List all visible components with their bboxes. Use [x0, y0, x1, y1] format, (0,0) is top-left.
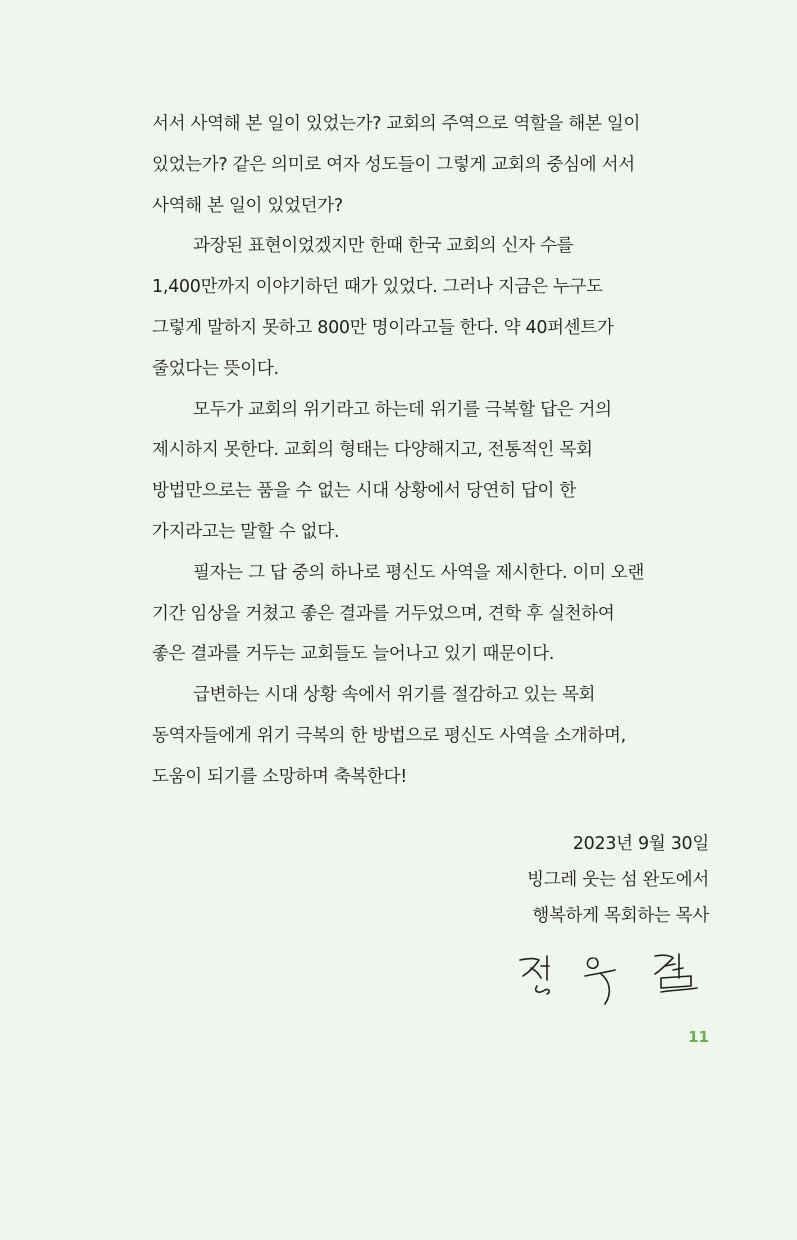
- body-line: 있었는가? 같은 의미로 여자 성도들이 그렇게 교회의 중심에 서서: [152, 154, 635, 175]
- body-line: 줄었다는 뜻이다.: [152, 358, 279, 379]
- signature-stroke: [587, 958, 598, 968]
- body-line: 도움이 되기를 소망하며 축복한다!: [152, 766, 407, 787]
- closing-block: [527, 826, 709, 934]
- closing-date: 2023년 9월 30일: [572, 834, 709, 854]
- signature-stroke: [661, 976, 691, 988]
- closing-place: 빙그레 웃는 섬 완도에서: [527, 870, 709, 890]
- signature-stroke: [536, 986, 549, 994]
- body-line: 좋은 결과를 거두는 교회들도 늘어나고 있기 때문이다.: [152, 644, 555, 665]
- body-line: 1,400만까지 이야기하던 때가 있었다. 그러나 지금은 누구도: [152, 277, 603, 298]
- signature-stroke: [661, 988, 697, 992]
- signature-stroke: [673, 968, 683, 970]
- body-line: 기간 임상을 거쳤고 좋은 결과를 거두었으며, 견학 후 실천하여: [152, 603, 615, 624]
- body-line: 제시하지 못한다. 교회의 형태는 다양해지고, 전통적인 목회: [152, 440, 593, 461]
- signature-stroke: [531, 968, 541, 978]
- closing-title: 행복하게 목회하는 목사: [532, 906, 709, 926]
- body-text: [152, 104, 722, 798]
- body-line: 가지라고는 말할 수 없다.: [152, 521, 340, 542]
- signature-stroke: [520, 959, 539, 977]
- body-line: 방법만으로는 품을 수 없는 시대 상황에서 당연히 답이 한: [152, 481, 577, 502]
- handwritten-signature: [515, 948, 715, 1008]
- page-number: 11: [688, 1028, 709, 1046]
- paragraph-start-line: 과장된 표현이었겠지만 한때 한국 교회의 신자 수를: [193, 236, 574, 257]
- signature-stroke: [601, 974, 609, 1004]
- body-line: 사역해 본 일이 있었던가?: [152, 195, 343, 216]
- body-line: 그렇게 말하지 못하고 800만 명이라고들 한다. 약 40퍼센트가: [152, 317, 614, 338]
- paragraph-start-line: 급변하는 시대 상황 속에서 위기를 절감하고 있는 목회: [193, 685, 596, 706]
- paragraph-start-line: 필자는 그 답 중의 하나로 평신도 사역을 제시한다. 이미 오랜: [193, 562, 645, 583]
- paragraph-start-line: 모두가 교회의 위기라고 하는데 위기를 극복할 답은 거의: [193, 399, 612, 420]
- signature-stroke: [585, 970, 615, 976]
- body-line: 서서 사역해 본 일이 있었는가? 교회의 주역으로 역할을 해본 일이: [152, 114, 641, 134]
- body-line: 동역자들에게 위기 극복의 한 방법으로 평신도 사역을 소개하며,: [152, 725, 626, 746]
